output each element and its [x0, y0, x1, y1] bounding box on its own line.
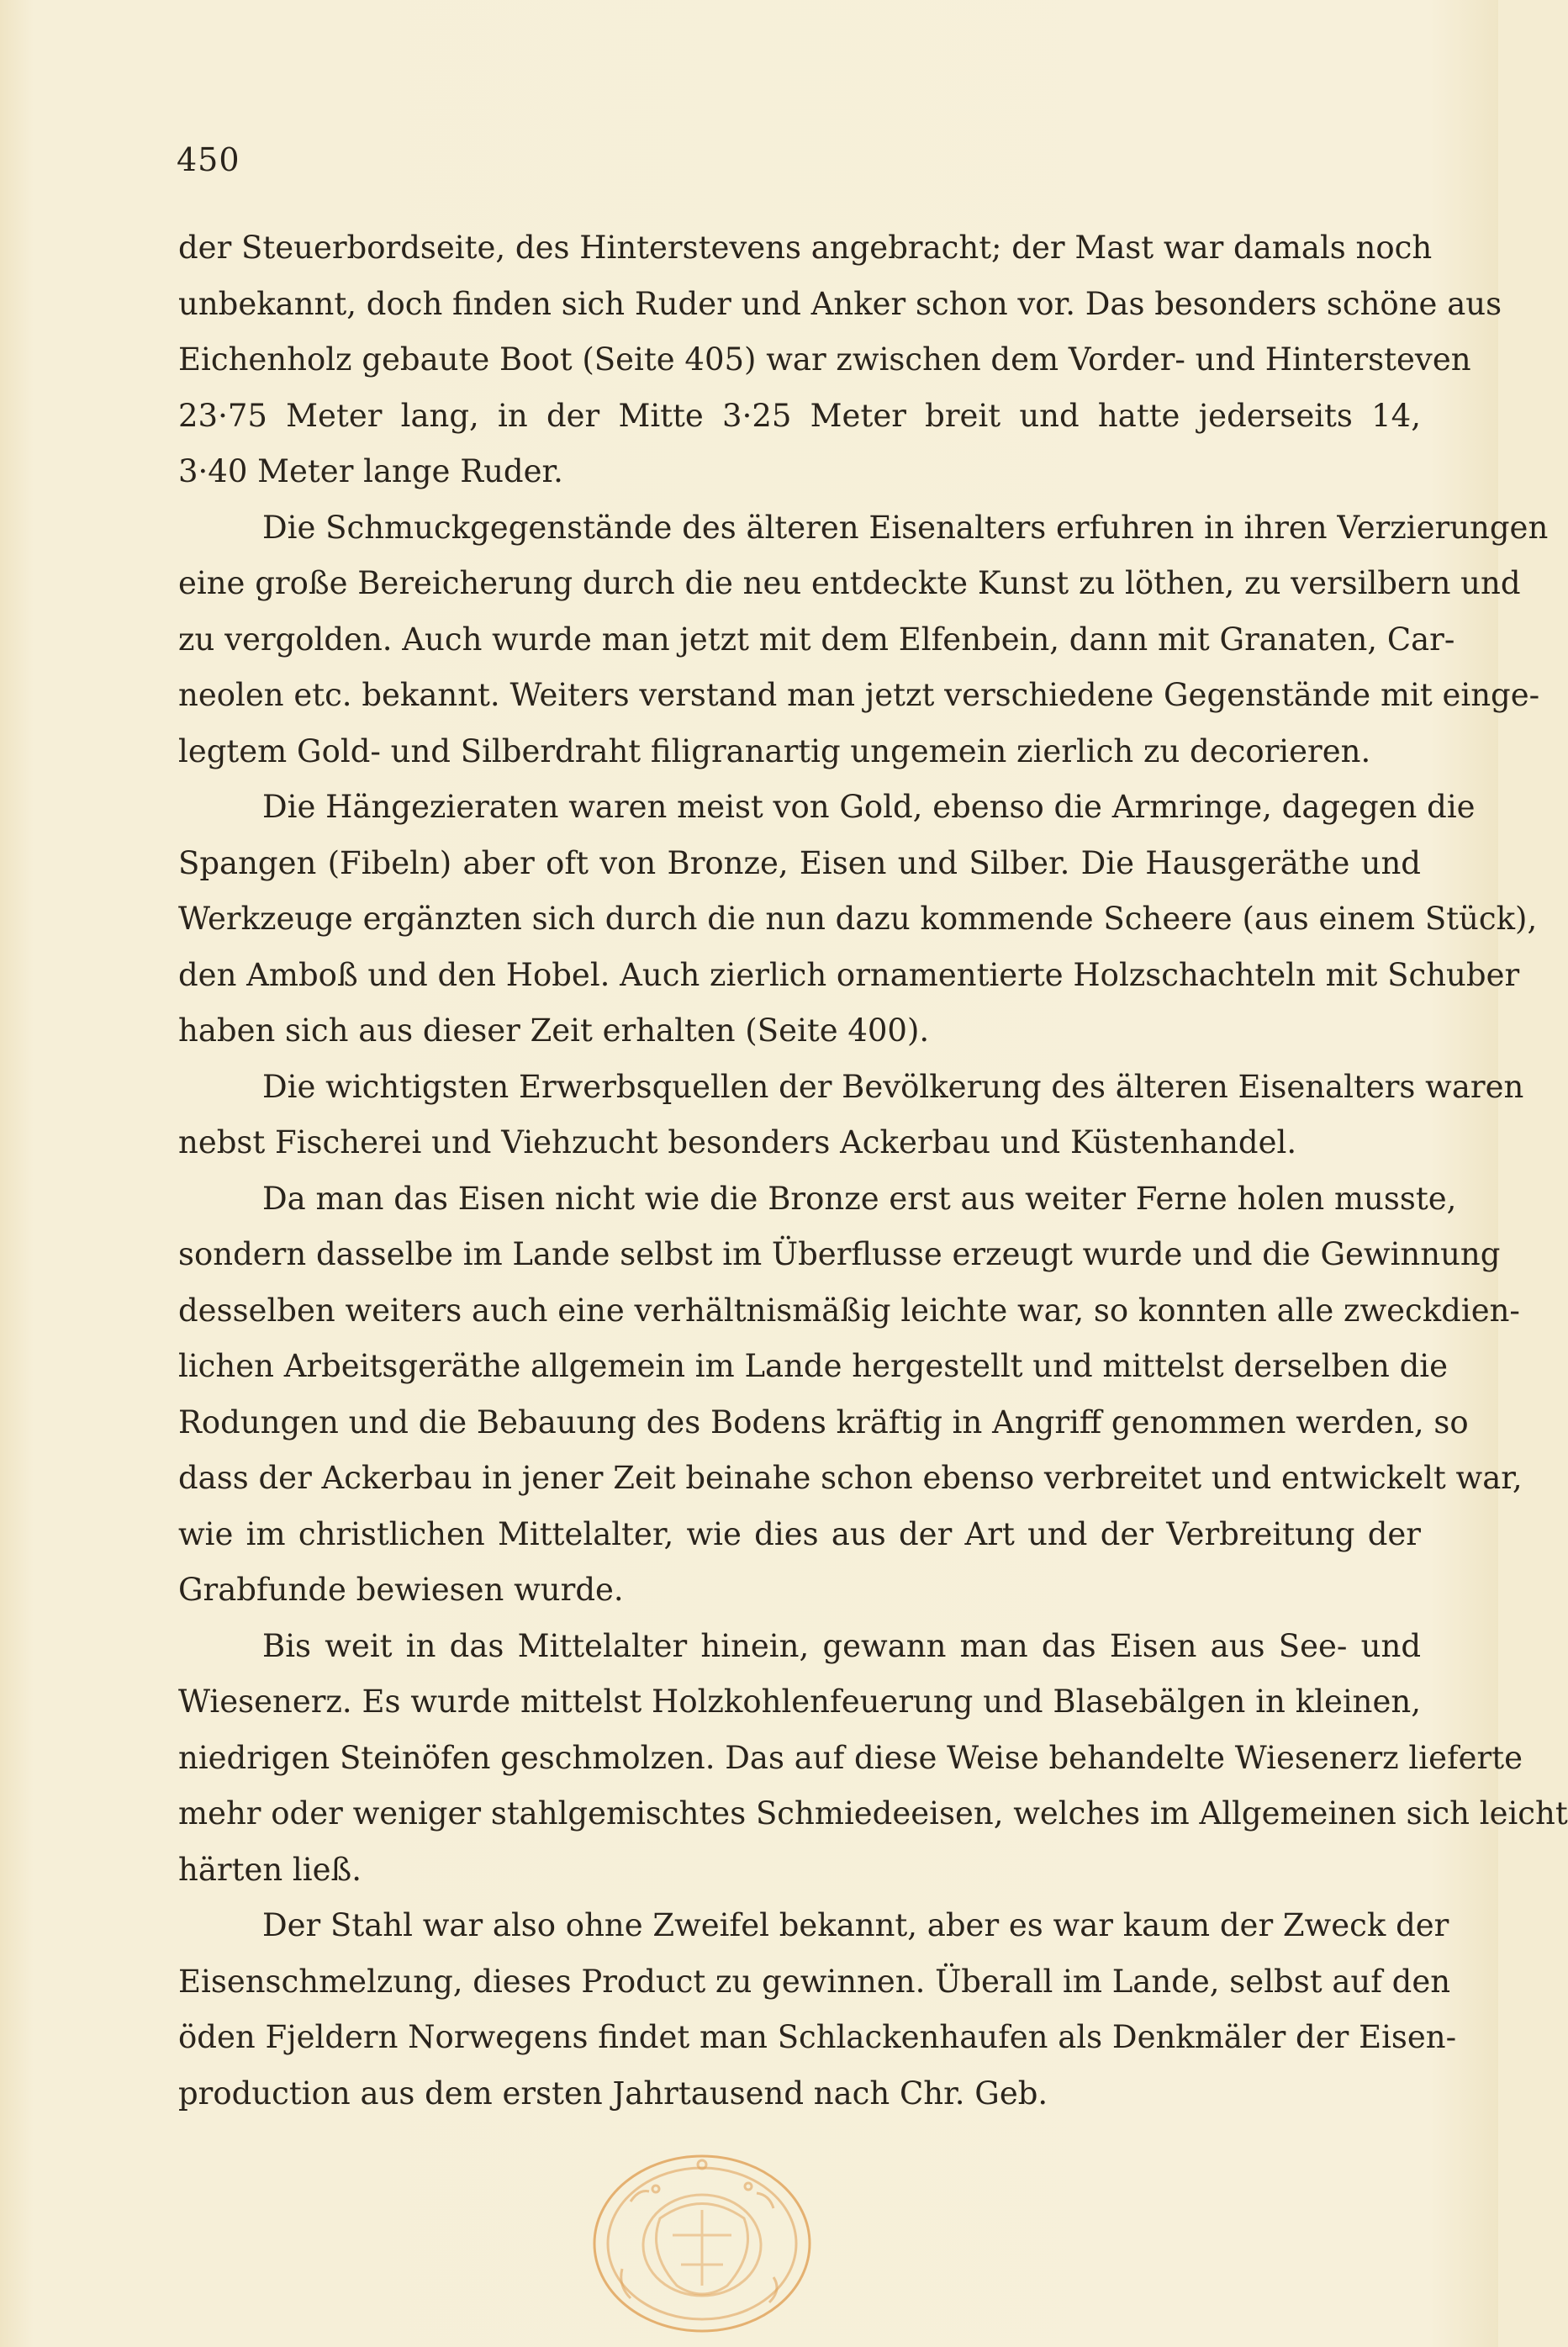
text-line: sondern dasselbe im Lande selbst im Überflusse erzeugt wurde und die Gewinnung — [178, 1236, 1501, 1272]
text-line: Die wichtigsten Erwerbsquellen der Bevölkerung des älteren Eisenalters waren — [262, 1068, 1524, 1105]
text-line: eine große Bereicherung durch die neu entdeckte Kunst zu löthen, zu versilbern und — [178, 565, 1521, 601]
text-line: unbekannt, doch finden sich Ruder und Anker schon vor. Das besonders schöne aus — [178, 285, 1502, 322]
text-line: 3·40 Meter lange Ruder. — [178, 453, 563, 489]
text-line: lichen Arbeitsgeräthe allgemein im Lande hergestellt und mittelst derselben die — [178, 1348, 1448, 1384]
text-line: zu vergolden. Auch wurde man jetzt mit dem Elfenbein, dann mit Granaten, Car- — [178, 621, 1455, 658]
text-line: dass der Ackerbau in jener Zeit beinahe schon ebenso verbreitet und entwickelt war, — [178, 1460, 1523, 1496]
text-line: haben sich aus dieser Zeit erhalten (Seite 400). — [178, 1012, 930, 1049]
text-line: Die Hängezieraten waren meist von Gold, ebenso die Armringe, dagegen die — [262, 789, 1476, 825]
text-line: 23·75 Meter lang, in der Mitte 3·25 Meter breit und hatte jederseits 14, — [178, 397, 1421, 434]
text-line: niedrigen Steinöfen geschmolzen. Das auf diese Weise behandelte Wiesenerz lieferte — [178, 1739, 1523, 1776]
text-line: Bis weit in das Mittelalter hinein, gewann man das Eisen aus See- und — [262, 1627, 1421, 1664]
text-line: Eichenholz gebaute Boot (Seite 405) war zwischen dem Vorder- und Hintersteven — [178, 341, 1471, 378]
text-line: legtem Gold- und Silberdraht filigranartig ungemein zierlich zu decorieren. — [178, 732, 1371, 769]
text-line: Wiesenerz. Es wurde mittelst Holzkohlenfeuerung und Blasebälgen in kleinen, — [178, 1684, 1421, 1720]
text-line: öden Fjeldern Norwegens findet man Schlackenhaufen als Denkmäler der Eisen- — [178, 2019, 1457, 2055]
page-number: 450 — [177, 141, 240, 178]
text-line: neolen etc. bekannt. Weiters verstand man jetzt verschiedene Gegenstände mit einge- — [178, 677, 1540, 713]
text-line: Eisenschmelzung, dieses Product zu gewinnen. Überall im Lande, selbst auf den — [178, 1963, 1451, 2000]
text-line: desselben weiters auch eine verhältnismäßig leichte war, so konnten alle zweckdien- — [178, 1292, 1520, 1329]
text-line: härten ließ. — [178, 1851, 362, 1888]
text-line: der Steuerbordseite, des Hinterstevens angebracht; der Mast war damals noch — [178, 230, 1433, 266]
text-line: nebst Fischerei und Viehzucht besonders Ackerbau und Küstenhandel. — [178, 1124, 1297, 1160]
text-line: Spangen (Fibeln) aber oft von Bronze, Eisen und Silber. Die Hausgeräthe und — [178, 844, 1421, 881]
text-line: wie im christlichen Mittelalter, wie dies aus der Art und der Verbreitung der — [178, 1515, 1421, 1552]
text-line: Grabfunde bewiesen wurde. — [178, 1572, 624, 1608]
text-line: Der Stahl war also ohne Zweifel bekannt, aber es war kaum der Zweck der — [262, 1907, 1449, 1943]
body-text — [178, 220, 1568, 2122]
text-line: Die Schmuckgegenstände des älteren Eisenalters erfuhren in ihren Verzierungen — [262, 509, 1549, 546]
text-line: Da man das Eisen nicht wie die Bronze erst aus weiter Ferne holen musste, — [262, 1180, 1457, 1217]
text-line: Rodungen und die Bebauung des Bodens kräftig in Angriff genommen werden, so — [178, 1403, 1469, 1440]
text-line: production aus dem ersten Jahrtausend nach Chr. Geb. — [178, 2075, 1048, 2112]
library-seal-stamp-icon — [580, 2143, 824, 2341]
text-line: den Amboß und den Hobel. Auch zierlich ornamentierte Holzschachteln mit Schuber — [178, 956, 1520, 993]
text-line: mehr oder weniger stahlgemischtes Schmiedeeisen, welches im Allgemeinen sich leicht — [178, 1795, 1568, 1832]
text-line: Werkzeuge ergänzten sich durch die nun dazu kommende Scheere (aus einem Stück), — [178, 901, 1538, 937]
